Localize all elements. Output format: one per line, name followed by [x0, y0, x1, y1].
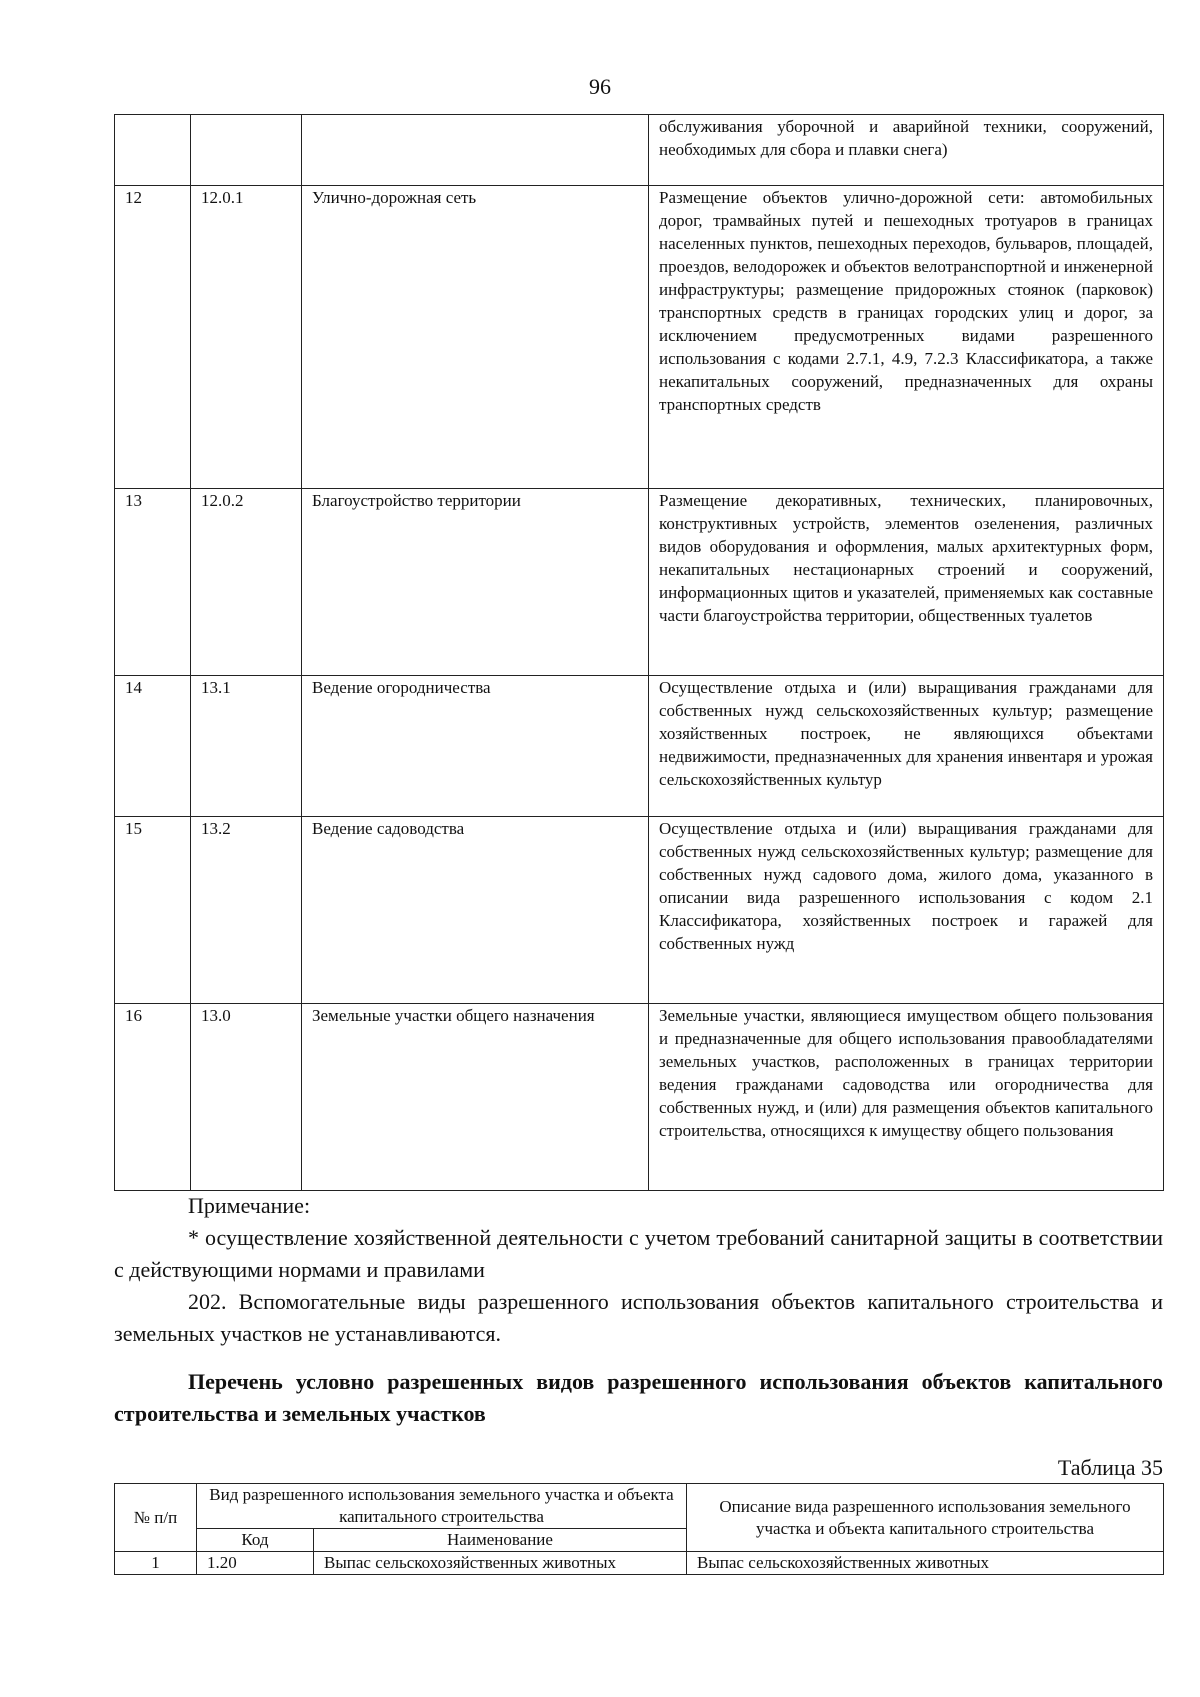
row-code: 1.20 [197, 1552, 314, 1575]
row-name: Благоустройство территории [302, 489, 649, 676]
row-code: 12.0.1 [191, 186, 302, 489]
table-row [115, 1004, 1164, 1191]
table-row [115, 817, 1164, 1004]
notes-block [114, 1190, 1163, 1350]
section-heading-block [114, 1366, 1163, 1430]
row-number: 12 [115, 186, 191, 489]
row-code [191, 115, 302, 186]
row-description: Размещение декоративных, технических, планировочных, конструктивных устройств, элементов озеленения, различных видов оборудования и оформления, малых архитектурных форм, некапитальных нестационарных строений и сооружений, информационных щитов и указателей, применяемых как составные части благоустройства территории, общественных туалетов [649, 489, 1164, 676]
table-row [115, 676, 1164, 817]
row-description: Размещение объектов улично-дорожной сети: автомобильных дорог, трамвайных путей и пешеходных тротуаров в границах населенных пунктов, пешеходных переходов, бульваров, площадей, проездов, велодорожек и объектов велотранспортной и инженерной инфраструктуры; размещение придорожных стоянок (парковок) транспортных средств в границах городских улиц и дорог, за исключением предусмотренных видами разрешенного использования с кодами 2.7.1, 4.9, 7.2.3 Классификатора, а также некапитальных сооружений, предназначенных для охраны транспортных средств [649, 186, 1164, 489]
row-number [115, 115, 191, 186]
land-use-table [114, 114, 1164, 1191]
row-description: Осуществление отдыха и (или) выращивания гражданами для собственных нужд сельскохозяйственных культур; размещение для собственных нужд садового дома, жилого дома, указанного в описании вида разрешенного использования с кодом 2.1 Классификатора, хозяйственных построек и гаражей для собственных нужд [649, 817, 1164, 1004]
header-code: Код [197, 1529, 314, 1552]
row-name: Улично-дорожная сеть [302, 186, 649, 489]
table-row [115, 489, 1164, 676]
table-row [115, 1552, 1164, 1575]
note-title: Примечание: [188, 1193, 311, 1218]
row-name [302, 115, 649, 186]
row-number: 16 [115, 1004, 191, 1191]
header-group: Вид разрешенного использования земельного участка и объекта капитального строительства [197, 1484, 687, 1529]
row-code: 13.2 [191, 817, 302, 1004]
row-description: Выпас сельскохозяйственных животных [687, 1552, 1164, 1575]
header-name: Наименование [314, 1529, 687, 1552]
conditional-use-table [114, 1483, 1164, 1575]
row-number: 14 [115, 676, 191, 817]
row-number: 13 [115, 489, 191, 676]
row-name: Выпас сельскохозяйственных животных [314, 1552, 687, 1575]
row-number: 1 [115, 1552, 197, 1575]
row-code: 13.0 [191, 1004, 302, 1191]
row-name: Ведение садоводства [302, 817, 649, 1004]
table-caption: Таблица 35 [1057, 1455, 1163, 1480]
note-text: * осуществление хозяйственной деятельности с учетом требований санитарной защиты в соответствии с действующими нормами и правилами [114, 1225, 1163, 1282]
table-header-row [115, 1484, 1164, 1529]
row-description: Осуществление отдыха и (или) выращивания гражданами для собственных нужд сельскохозяйственных культур; размещение хозяйственных построек, не являющихся объектами недвижимости, предназначенных для хранения инвентаря и урожая сельскохозяйственных культур [649, 676, 1164, 817]
row-number: 15 [115, 817, 191, 1004]
header-number: № п/п [115, 1484, 197, 1552]
row-name: Ведение огородничества [302, 676, 649, 817]
section-heading: Перечень условно разрешенных видов разрешенного использования объектов капитального строительства и земельных участков [114, 1369, 1163, 1426]
row-code: 12.0.2 [191, 489, 302, 676]
row-description: обслуживания уборочной и аварийной техники, сооружений, необходимых для сбора и плавки снега) [649, 115, 1164, 186]
header-description: Описание вида разрешенного использования земельного участка и объекта капитального строительства [687, 1484, 1164, 1552]
row-name: Земельные участки общего назначения [302, 1004, 649, 1191]
page-number: 96 [589, 74, 611, 99]
row-code: 13.1 [191, 676, 302, 817]
table-row [115, 115, 1164, 186]
table-row [115, 186, 1164, 489]
paragraph-202: 202. Вспомогательные виды разрешенного использования объектов капитального строительства и земельных участков не устанавливаются. [114, 1289, 1163, 1346]
row-description: Земельные участки, являющиеся имуществом общего пользования и предназначенные для общего использования правообладателями земельных участков, расположенных в границах территории ведения гражданами садоводства или огородничества для собственных нужд, и (или) для размещения объектов капитального строительства, относящихся к имуществу общего пользования [649, 1004, 1164, 1191]
